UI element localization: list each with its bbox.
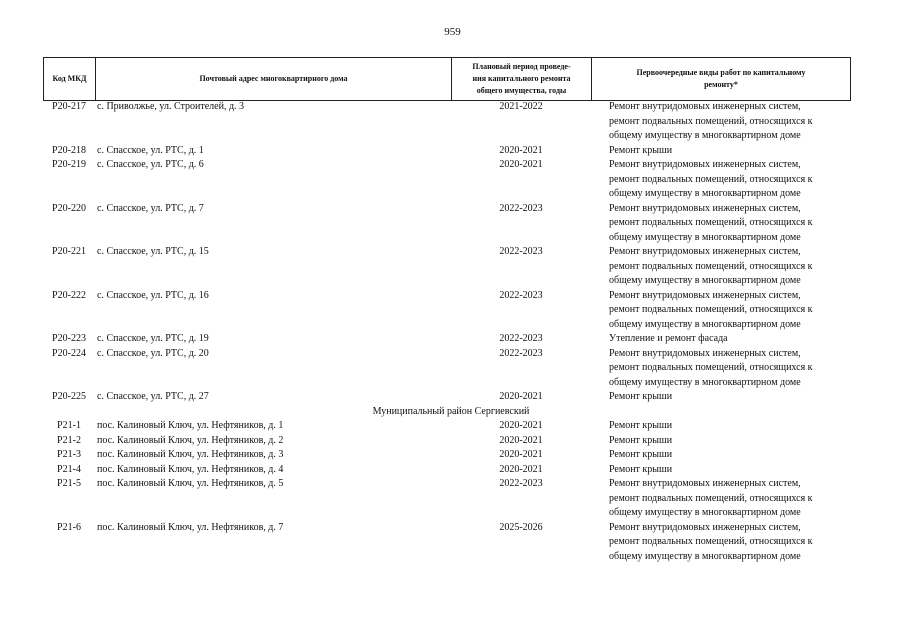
cell-address: пос. Калиновый Ключ, ул. Нефтяников, д. 1: [97, 420, 284, 431]
table-row: [43, 245, 849, 289]
works-line: Ремонт крыши: [609, 463, 673, 475]
works-line: Ремонт внутридомовых инженерных систем,: [609, 289, 801, 301]
cell-code: P20-223: [52, 333, 86, 344]
works-line: общему имуществу в многоквартирном доме: [609, 188, 801, 199]
works-line: Утепление и ремонт фасада: [609, 333, 728, 344]
cell-period: 2022-2023: [499, 347, 543, 359]
table-row: [43, 100, 849, 144]
works-line: Ремонт внутридомовых инженерных систем,: [609, 521, 801, 533]
cell-code: P20-220: [52, 202, 86, 214]
cell-period: 2025-2026: [499, 521, 543, 533]
works-line: Ремонт внутридомовых инженерных систем,: [609, 246, 801, 257]
cell-works: [591, 434, 849, 449]
cell-code: P20-225: [52, 391, 86, 402]
table-row: [43, 390, 849, 405]
cell-period: 2020-2021: [499, 463, 543, 475]
works-line: ремонт подвальных помещений, относящихся к: [609, 492, 813, 504]
cell-code: P21-5: [57, 478, 81, 489]
cell-works: [591, 419, 849, 434]
works-line: общему имуществу в многоквартирном доме: [609, 275, 801, 286]
cell-works: [591, 100, 849, 144]
cell-address: с. Спасское, ул. РТС, д. 15: [97, 246, 209, 257]
cell-code: P21-4: [57, 463, 81, 475]
works-line: ремонт подвальных помещений, относящихся к: [609, 173, 813, 185]
table-row: [43, 158, 849, 202]
table-row: [43, 477, 849, 521]
cell-period: 2020-2021: [499, 144, 543, 156]
works-line: ремонт подвальных помещений, относящихся к: [609, 362, 813, 373]
works-line: Ремонт крыши: [609, 144, 673, 156]
cell-period: 2022-2023: [499, 478, 543, 489]
table-row: [43, 419, 849, 434]
works-line: Ремонт внутридомовых инженерных систем,: [609, 159, 801, 170]
table-row: [43, 332, 849, 347]
table-row: [43, 289, 849, 333]
cell-address: с. Спасское, ул. РТС, д. 19: [97, 333, 209, 344]
cell-address: пос. Калиновый Ключ, ул. Нефтяников, д. 5: [97, 478, 284, 489]
cell-code: P20-218: [52, 144, 86, 156]
cell-works: [591, 289, 849, 333]
cell-works: [591, 144, 849, 159]
header-works: [592, 58, 850, 100]
header-period-line: Плановый период проведе-: [472, 62, 571, 71]
header-period-line: общего имущества, годы: [476, 86, 567, 95]
cell-address: с. Спасское, ул. РТС, д. 1: [97, 144, 204, 156]
works-line: ремонт подвальных помещений, относящихся к: [609, 304, 813, 315]
header-code: Код МКД: [44, 58, 96, 100]
cell-period: 2022-2023: [499, 289, 543, 301]
cell-address: пос. Калиновый Ключ, ул. Нефтяников, д. 2: [97, 434, 284, 446]
cell-works: [591, 202, 849, 246]
works-line: Ремонт крыши: [609, 449, 673, 460]
header-period-line: ния капитального ремонта: [472, 74, 571, 83]
works-line: общему имуществу в многоквартирном доме: [609, 231, 801, 243]
section-title: Муниципальный район Сергиевский: [372, 405, 530, 417]
cell-address: с. Спасское, ул. РТС, д. 16: [97, 289, 209, 301]
cell-code: P21-3: [57, 449, 81, 460]
cell-code: P20-222: [52, 289, 86, 301]
table-row: [43, 448, 849, 463]
cell-code: P21-1: [57, 420, 81, 431]
cell-period: 2020-2021: [499, 420, 543, 431]
cell-address: с. Спасское, ул. РТС, д. 6: [97, 159, 204, 170]
works-line: общему имуществу в многоквартирном доме: [609, 507, 801, 518]
cell-period: 2020-2021: [499, 449, 543, 460]
works-line: общему имуществу в многоквартирном доме: [609, 318, 801, 330]
cell-address: с. Спасское, ул. РТС, д. 27: [97, 391, 209, 402]
header-address: Почтовый адрес многоквартирного дома: [96, 58, 452, 100]
works-line: Ремонт внутридомовых инженерных систем,: [609, 347, 801, 359]
table-row: [43, 202, 849, 246]
page-number: 959: [444, 26, 461, 38]
cell-works: [591, 463, 849, 478]
works-line: общему имуществу в многоквартирном доме: [609, 376, 801, 388]
cell-address: пос. Калиновый Ключ, ул. Нефтяников, д. 3: [97, 449, 284, 460]
header-works-line: ремонту*: [704, 80, 738, 89]
works-line: Ремонт крыши: [609, 434, 673, 446]
cell-code: P21-6: [57, 521, 81, 533]
cell-address: с. Спасское, ул. РТС, д. 20: [97, 347, 209, 359]
cell-works: [591, 521, 849, 565]
cell-period: 2020-2021: [499, 434, 543, 446]
cell-code: P21-2: [57, 434, 81, 446]
cell-address: с. Спасское, ул. РТС, д. 7: [97, 202, 204, 214]
works-line: Ремонт крыши: [609, 391, 673, 402]
cell-period: 2022-2023: [499, 246, 543, 257]
works-line: ремонт подвальных помещений, относящихся к: [609, 536, 813, 547]
header-works-line: Первоочередные виды работ по капитальному: [636, 68, 806, 77]
cell-period: 2020-2021: [499, 159, 543, 170]
cell-code: P20-219: [52, 159, 86, 170]
table-body: [43, 100, 849, 564]
cell-address: с. Приволжье, ул. Строителей, д. 3: [97, 101, 245, 112]
works-line: общему имуществу в многоквартирном доме: [609, 130, 801, 141]
cell-works: [591, 158, 849, 202]
table-row: [43, 347, 849, 391]
works-line: Ремонт внутридомовых инженерных систем,: [609, 478, 801, 489]
works-line: Ремонт внутридомовых инженерных систем,: [609, 101, 801, 112]
table-row: [43, 434, 849, 449]
works-line: ремонт подвальных помещений, относящихся к: [609, 217, 813, 228]
works-line: общему имуществу в многоквартирном доме: [609, 550, 801, 562]
cell-period: 2022-2023: [499, 202, 543, 214]
cell-address: пос. Калиновый Ключ, ул. Нефтяников, д. 4: [97, 463, 284, 475]
cell-period: 2020-2021: [499, 391, 543, 402]
works-line: Ремонт внутридомовых инженерных систем,: [609, 202, 801, 214]
cell-works: [591, 245, 849, 289]
cell-works: [591, 390, 849, 405]
header-period: [452, 58, 592, 100]
works-line: ремонт подвальных помещений, относящихся к: [609, 260, 813, 272]
table-row: [43, 144, 849, 159]
cell-code: P20-224: [52, 347, 86, 359]
table-row: [43, 463, 849, 478]
cell-period: 2022-2023: [499, 333, 543, 344]
cell-code: P20-217: [52, 101, 86, 112]
cell-works: [591, 448, 849, 463]
cell-works: [591, 477, 849, 521]
cell-works: [591, 347, 849, 391]
cell-period: 2021-2022: [499, 101, 543, 112]
cell-works: [591, 332, 849, 347]
cell-address: пос. Калиновый Ключ, ул. Нефтяников, д. 7: [97, 521, 284, 533]
table-row: [43, 521, 849, 565]
table-header: [43, 57, 851, 101]
works-line: ремонт подвальных помещений, относящихся к: [609, 115, 813, 127]
works-line: Ремонт крыши: [609, 420, 673, 431]
cell-code: P20-221: [52, 246, 86, 257]
